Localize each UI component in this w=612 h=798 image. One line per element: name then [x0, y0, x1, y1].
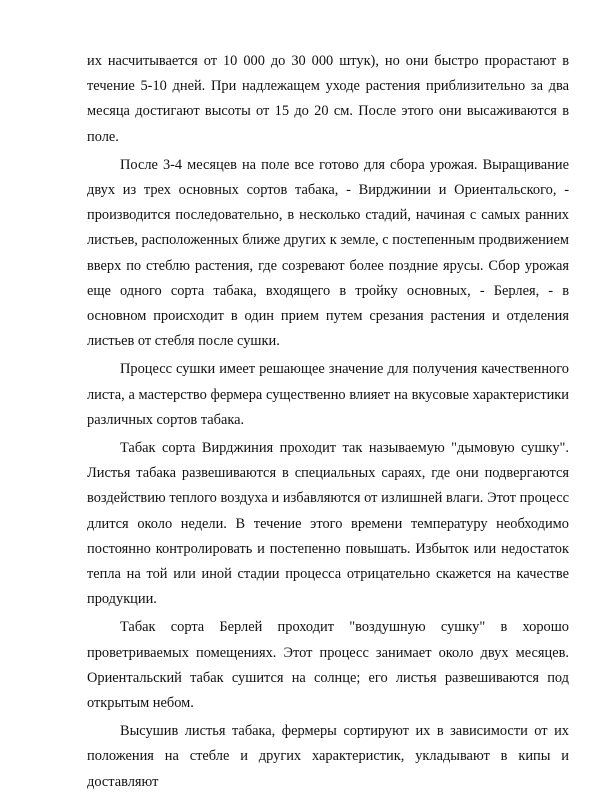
document-page [87, 49, 569, 798]
paragraph-2: После 3-4 месяцев на поле все готово для сбора урожая. Выращивание двух из трех основных сортов табака, - Вирджинии и Ориентальского, - производится последовательно, в несколько стадий, начиная с самых ранних листьев, расположенных ближе других к земле, с постепенным продвижением вверх по стеблю растения, где созревают более поздние ярусы. Сбор урожая еще одного сорта табака, входящего в тройку основных, - Берлея, - в основном происходит в один прием путем срезания растения и отделения листьев от стебля после сушки. [87, 156, 569, 350]
paragraph-4: Табак сорта Вирджиния проходит так называемую "дымовую сушку". Листья табака развешиваются в специальных сараях, где они подвергаются воздействию теплого воздуха и избавляются от излишней влаги. Этот процесс длится около недели. В течение этого времени температуру необходимо постоянно контролировать и постепенно повышать. Избыток или недостаток тепла на той или иной стадии процесса отрицательно скажется на качестве продукции. [87, 440, 569, 608]
paragraph-6: Высушив листья табака, фермеры сортируют их в зависимости от их положения на стебле и других характеристик, укладывают в кипы и доставляют [87, 723, 569, 790]
paragraph-3: Процесс сушки имеет решающее значение для получения качественного листа, а мастерство фермера существенно влияет на вкусовые характеристики различных сортов табака. [87, 361, 569, 428]
paragraph-1: их насчитывается от 10 000 до 30 000 штук), но они быстро прорастают в течение 5-10 дней. При надлежащем уходе растения приблизительно за два месяца достигают высоты от 15 до 20 см. После этого они высаживаются в поле. [87, 53, 569, 145]
paragraph-5: Табак сорта Берлей проходит "воздушную сушку" в хорошо проветриваемых помещениях. Этот процесс занимает около двух месяцев. Ориентальский табак сушится на солнце; его листья развешиваются под открытым небом. [87, 619, 569, 712]
